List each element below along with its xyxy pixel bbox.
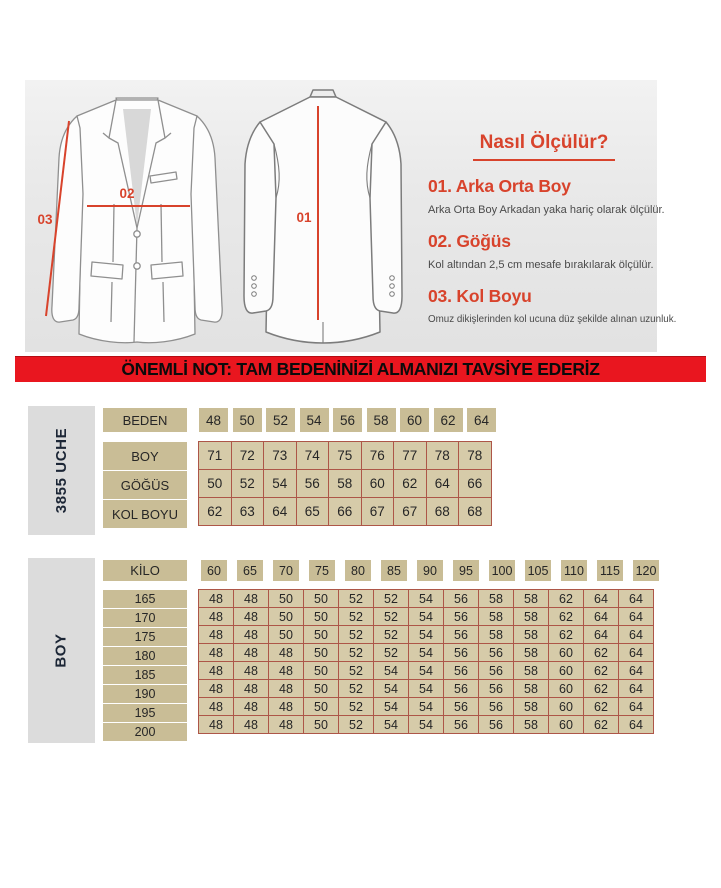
table-cell: 50 (304, 644, 339, 662)
size-header-label: BEDEN (103, 408, 187, 432)
table-row (199, 662, 654, 680)
table-cell: 50 (269, 626, 304, 644)
table-cell: 71 (199, 442, 232, 470)
table-cell: 48 (199, 662, 234, 680)
table-cell: 54 (409, 626, 444, 644)
table-cell: 50 (304, 662, 339, 680)
table-cell: 58 (514, 698, 549, 716)
table-cell: 48 (234, 680, 269, 698)
notice-banner (15, 356, 706, 382)
back-left-sleeve (244, 122, 276, 313)
table-cell: 58 (514, 590, 549, 608)
weight-body-table (198, 589, 654, 734)
table-cell: 52 (374, 626, 409, 644)
table-cell: 50 (269, 608, 304, 626)
table-row-label: GÖĞÜS (103, 471, 187, 499)
table-cell: 64 (584, 590, 619, 608)
table-cell: 54 (409, 608, 444, 626)
table-cell: 64 (619, 680, 654, 698)
size-table-side-panel (28, 406, 95, 535)
measure-step-heading: 02. Göğüs (428, 231, 511, 251)
measure-step-desc: Arka Orta Boy Arkadan yaka hariç olarak ölçülür. (428, 204, 665, 216)
table-cell: 48 (234, 626, 269, 644)
table-cell: 50 (269, 590, 304, 608)
back-length-measure-label: 01 (296, 210, 312, 225)
table-cell: 56 (444, 626, 479, 644)
notice-banner-text: ÖNEMLİ NOT: TAM BEDENİNİZİ ALMANIZI TAVSİYE EDERİZ (121, 359, 600, 379)
table-cell: 50 (304, 716, 339, 734)
table-cell: 66 (329, 498, 362, 526)
table-header-cell: 65 (237, 560, 263, 581)
table-cell: 52 (339, 698, 374, 716)
back-jacket-diagram (230, 86, 420, 348)
measure-steps (428, 176, 677, 325)
table-header-cell: 120 (633, 560, 659, 581)
table-cell: 62 (549, 626, 584, 644)
table-cell: 62 (549, 608, 584, 626)
table-cell: 60 (549, 644, 584, 662)
table-cell: 48 (234, 644, 269, 662)
table-header-cell: 115 (597, 560, 623, 581)
size-header-cells (199, 408, 496, 432)
table-cell: 62 (394, 470, 427, 498)
size-row-labels (103, 442, 187, 528)
measure-step (428, 231, 660, 271)
table-cell: 56 (444, 698, 479, 716)
table-cell: 48 (199, 590, 234, 608)
table-cell: 54 (374, 662, 409, 680)
measure-guide (428, 132, 677, 340)
table-cell: 52 (339, 590, 374, 608)
weight-row-labels (103, 590, 187, 741)
table-row (199, 680, 654, 698)
table-cell: 64 (426, 470, 459, 498)
table-cell: 60 (549, 716, 584, 734)
table-cell: 73 (264, 442, 297, 470)
table-cell: 54 (409, 590, 444, 608)
table-row (199, 590, 654, 608)
table-header-cell: 52 (266, 408, 295, 432)
chest-measure-label: 02 (119, 186, 135, 201)
table-row-label: BOY (103, 442, 187, 470)
table-row (199, 698, 654, 716)
table-cell: 48 (199, 608, 234, 626)
table-cell: 48 (269, 680, 304, 698)
table-cell: 50 (304, 608, 339, 626)
table-header-cell: 105 (525, 560, 551, 581)
table-cell: 78 (426, 442, 459, 470)
table-cell: 64 (619, 608, 654, 626)
table-cell: 48 (234, 590, 269, 608)
back-left-cuff-button (252, 292, 257, 297)
back-right-cuff-button (390, 276, 395, 281)
table-header-cell: 100 (489, 560, 515, 581)
back-right-sleeve (370, 122, 402, 313)
table-cell: 60 (549, 698, 584, 716)
table-cell: 60 (549, 680, 584, 698)
table-cell: 74 (296, 442, 329, 470)
table-cell: 48 (199, 644, 234, 662)
table-header-cell: 70 (273, 560, 299, 581)
table-cell: 63 (231, 498, 264, 526)
table-cell: 54 (264, 470, 297, 498)
back-right-cuff-button (390, 284, 395, 289)
table-cell: 48 (269, 698, 304, 716)
measure-step-desc: Omuz dikişlerinden kol ucuna düz şekilde alınan uzunluk. (428, 314, 677, 325)
table-cell: 48 (269, 644, 304, 662)
table-cell: 62 (584, 680, 619, 698)
jacket-button-bottom (134, 263, 140, 269)
table-cell: 68 (426, 498, 459, 526)
weight-table-side-label: BOY (53, 633, 70, 668)
table-cell: 52 (339, 608, 374, 626)
table-header-cell: 58 (367, 408, 396, 432)
table-cell: 67 (394, 498, 427, 526)
table-cell: 52 (339, 644, 374, 662)
table-cell: 50 (304, 590, 339, 608)
table-cell: 77 (394, 442, 427, 470)
table-cell: 54 (409, 698, 444, 716)
table-header-cell: 60 (400, 408, 429, 432)
table-cell: 50 (304, 698, 339, 716)
table-cell: 64 (619, 662, 654, 680)
back-collar (310, 90, 336, 97)
table-cell: 64 (619, 590, 654, 608)
table-row-label: 185 (103, 666, 187, 684)
table-cell: 62 (584, 716, 619, 734)
table-cell: 52 (374, 590, 409, 608)
table-row-label: 200 (103, 723, 187, 741)
table-cell: 68 (459, 498, 492, 526)
table-header-cell: 54 (300, 408, 329, 432)
table-row (199, 626, 654, 644)
table-cell: 58 (514, 716, 549, 734)
table-cell: 64 (619, 698, 654, 716)
table-cell: 56 (444, 716, 479, 734)
table-cell: 48 (199, 716, 234, 734)
table-header-cell: 60 (201, 560, 227, 581)
table-header-cell: 80 (345, 560, 371, 581)
table-cell: 62 (584, 698, 619, 716)
back-left-cuff-button (252, 276, 257, 281)
table-cell: 56 (479, 644, 514, 662)
table-cell: 58 (514, 662, 549, 680)
back-left-cuff-button (252, 284, 257, 289)
table-row (199, 644, 654, 662)
table-cell: 56 (479, 716, 514, 734)
table-cell: 62 (584, 662, 619, 680)
table-cell: 54 (409, 680, 444, 698)
table-row (199, 716, 654, 734)
table-cell: 65 (296, 498, 329, 526)
table-cell: 78 (459, 442, 492, 470)
title-underline (473, 159, 615, 161)
front-jacket-diagram (30, 86, 230, 348)
table-cell: 58 (514, 608, 549, 626)
table-row (199, 470, 492, 498)
table-cell: 62 (549, 590, 584, 608)
table-header-cell: 110 (561, 560, 587, 581)
table-cell: 54 (374, 680, 409, 698)
table-row-label: KOL BOYU (103, 500, 187, 528)
table-cell: 56 (444, 662, 479, 680)
measure-step (428, 286, 677, 325)
jacket-right-sleeve (191, 116, 222, 322)
table-header-cell: 95 (453, 560, 479, 581)
table-row-label: 165 (103, 590, 187, 608)
table-cell: 58 (479, 590, 514, 608)
back-right-cuff-button (390, 292, 395, 297)
table-cell: 56 (479, 698, 514, 716)
table-cell: 54 (409, 662, 444, 680)
measure-step-heading: 01. Arka Orta Boy (428, 176, 571, 196)
table-cell: 60 (361, 470, 394, 498)
measure-step-desc: Kol altından 2,5 cm mesafe bırakılarak ölçülür. (428, 259, 654, 271)
table-cell: 54 (374, 698, 409, 716)
measure-step-heading: 03. Kol Boyu (428, 286, 532, 306)
weight-header-cells (201, 560, 659, 581)
table-cell: 64 (264, 498, 297, 526)
table-cell: 50 (304, 626, 339, 644)
table-cell: 50 (199, 470, 232, 498)
table-cell: 67 (361, 498, 394, 526)
table-header-cell: 64 (467, 408, 496, 432)
table-row-label: 190 (103, 685, 187, 703)
weight-header-label: KİLO (103, 560, 187, 581)
sleeve-measure-label: 03 (37, 212, 53, 227)
table-row-label: 195 (103, 704, 187, 722)
table-cell: 54 (409, 644, 444, 662)
table-cell: 48 (269, 716, 304, 734)
table-header-cell: 56 (333, 408, 362, 432)
measure-step (428, 176, 665, 216)
table-cell: 64 (584, 626, 619, 644)
table-cell: 56 (444, 680, 479, 698)
table-cell: 52 (339, 626, 374, 644)
table-header-cell: 90 (417, 560, 443, 581)
table-header-cell: 48 (199, 408, 228, 432)
table-row-label: 175 (103, 628, 187, 646)
table-row-label: 180 (103, 647, 187, 665)
table-cell: 48 (234, 698, 269, 716)
back-body (260, 97, 386, 343)
table-cell: 76 (361, 442, 394, 470)
diagram-panel (25, 80, 677, 352)
jacket-button-top (134, 231, 140, 237)
table-header-cell: 62 (434, 408, 463, 432)
table-cell: 64 (584, 608, 619, 626)
table-header-cell: 75 (309, 560, 335, 581)
table-cell: 48 (234, 716, 269, 734)
table-cell: 52 (339, 662, 374, 680)
table-cell: 58 (479, 626, 514, 644)
table-row (199, 608, 654, 626)
table-cell: 56 (479, 662, 514, 680)
table-cell: 52 (339, 680, 374, 698)
table-cell: 50 (304, 680, 339, 698)
table-cell: 52 (339, 716, 374, 734)
table-cell: 56 (444, 608, 479, 626)
table-header-cell: 50 (233, 408, 262, 432)
table-cell: 56 (444, 590, 479, 608)
table-cell: 58 (514, 626, 549, 644)
measure-guide-title: Nasıl Ölçülür? (479, 132, 609, 153)
table-cell: 62 (584, 644, 619, 662)
table-cell: 58 (514, 644, 549, 662)
table-cell: 58 (329, 470, 362, 498)
table-header-cell: 85 (381, 560, 407, 581)
table-cell: 52 (374, 644, 409, 662)
table-cell: 64 (619, 716, 654, 734)
weight-table-side-panel (28, 558, 95, 743)
table-cell: 52 (231, 470, 264, 498)
table-cell: 58 (514, 680, 549, 698)
table-cell: 48 (199, 680, 234, 698)
table-row (199, 498, 492, 526)
table-cell: 75 (329, 442, 362, 470)
table-cell: 52 (374, 608, 409, 626)
size-table-side-label: 3855 UCHE (53, 427, 71, 514)
table-cell: 48 (199, 626, 234, 644)
table-cell: 62 (199, 498, 232, 526)
table-cell: 48 (234, 608, 269, 626)
table-cell: 48 (234, 662, 269, 680)
table-cell: 54 (409, 716, 444, 734)
table-row-label: 170 (103, 609, 187, 627)
size-body-table (198, 441, 492, 526)
table-cell: 64 (619, 626, 654, 644)
table-cell: 48 (199, 698, 234, 716)
table-cell: 64 (619, 644, 654, 662)
table-cell: 54 (374, 716, 409, 734)
table-cell: 66 (459, 470, 492, 498)
table-cell: 58 (479, 608, 514, 626)
table-cell: 56 (444, 644, 479, 662)
table-cell: 72 (231, 442, 264, 470)
table-cell: 56 (296, 470, 329, 498)
table-cell: 56 (479, 680, 514, 698)
table-cell: 60 (549, 662, 584, 680)
table-row (199, 442, 492, 470)
table-cell: 48 (269, 662, 304, 680)
